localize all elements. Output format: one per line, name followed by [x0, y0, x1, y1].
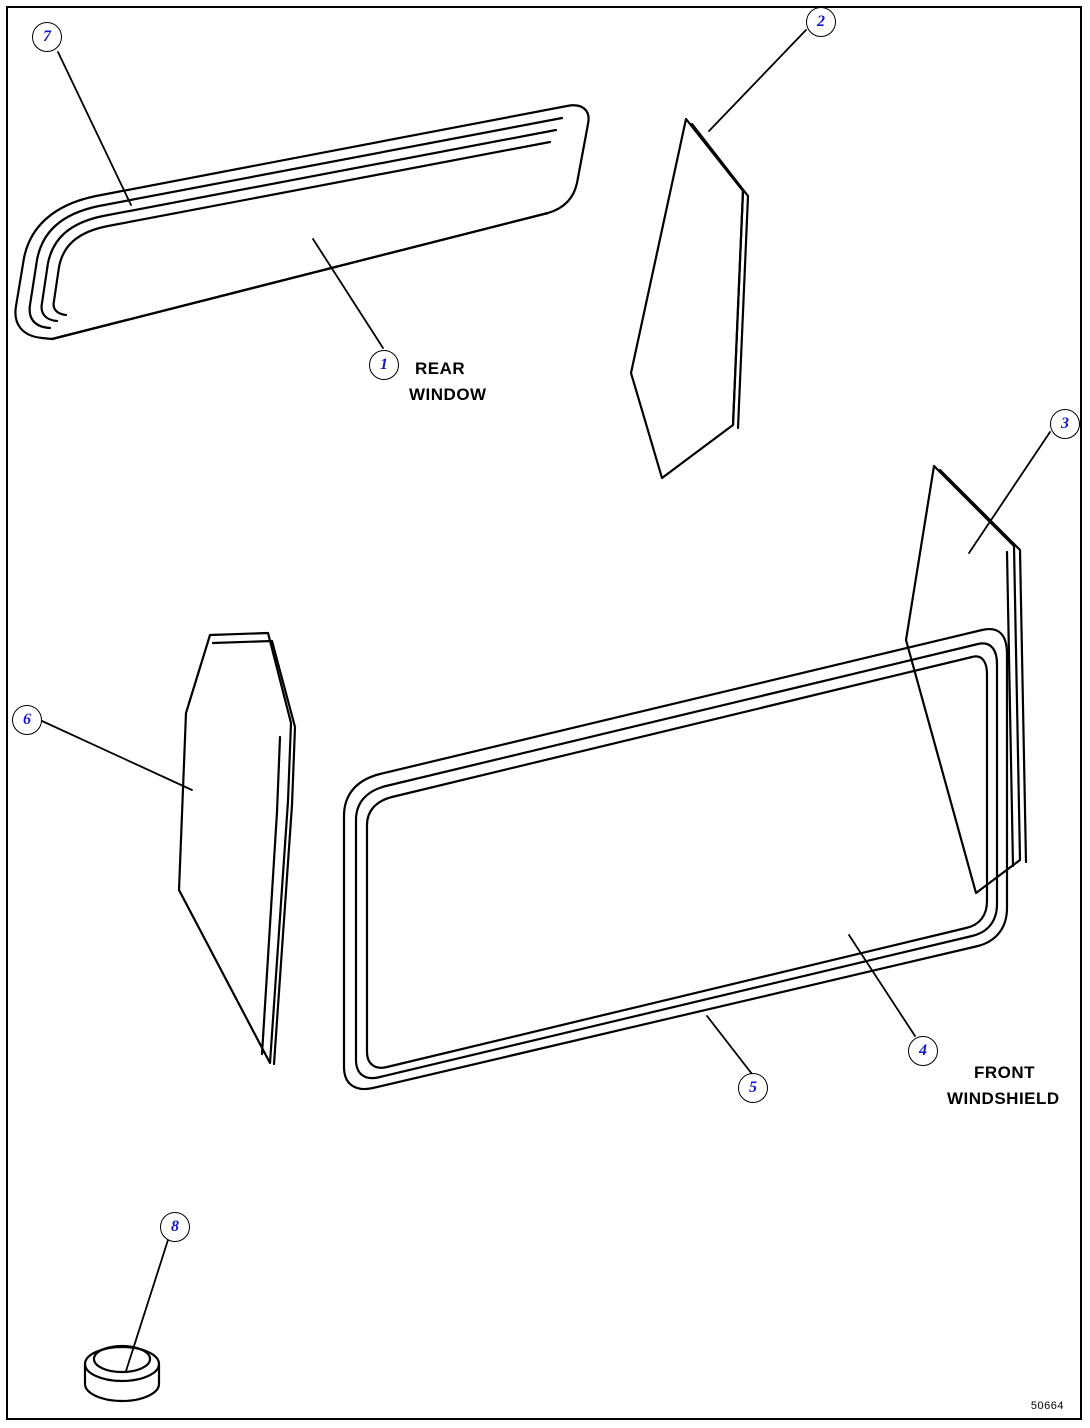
callout-4[interactable] [908, 1036, 938, 1066]
plug-cap-shape [85, 1346, 159, 1401]
callout-1[interactable] [369, 350, 399, 380]
figure-id-label: 50664 [1030, 1400, 1064, 1412]
callout-7-label: 7 [43, 28, 51, 45]
side-glass-left-shape [179, 633, 295, 1064]
callout-3-label: 3 [1061, 415, 1069, 432]
front-windshield-shape [344, 629, 1007, 1089]
rear-window-seal-shape [15, 105, 588, 339]
front-windshield-caption-line2: WINDSHIELD [947, 1089, 1060, 1108]
leader-lines [42, 30, 1050, 1371]
callout-8[interactable] [160, 1212, 190, 1242]
callout-8-label: 8 [171, 1218, 179, 1235]
callout-2-label: 2 [817, 13, 825, 30]
callout-6[interactable] [12, 705, 42, 735]
callout-6-label: 6 [23, 711, 31, 728]
callout-5[interactable] [738, 1073, 768, 1103]
side-glass-upper-right-shape [631, 119, 748, 478]
callout-5-label: 5 [749, 1079, 757, 1096]
front-windshield-caption-line1: FRONT [974, 1063, 1036, 1082]
callout-7[interactable] [32, 22, 62, 52]
rear-window-caption-line1: REAR [415, 359, 466, 378]
rear-window-glass-shape [52, 213, 548, 339]
callout-2[interactable] [806, 7, 836, 37]
callout-4-label: 4 [919, 1042, 927, 1059]
callout-1-label: 1 [380, 356, 388, 373]
rear-window-caption-line2: WINDOW [409, 385, 487, 404]
callout-3[interactable] [1050, 409, 1080, 439]
